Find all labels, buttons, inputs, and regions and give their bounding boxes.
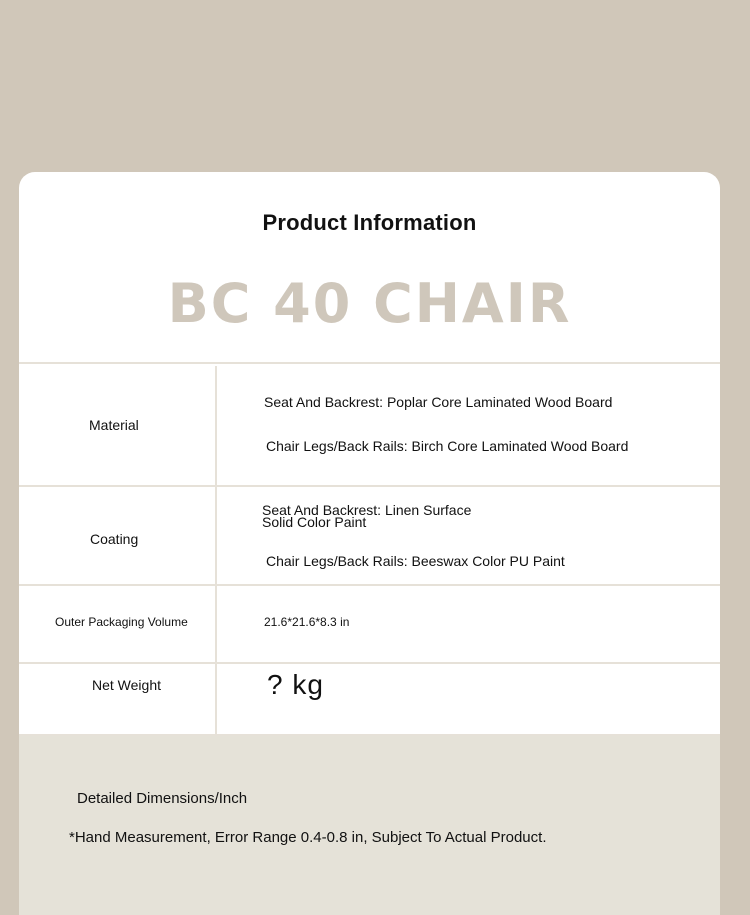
spec-label-coating: Coating <box>90 531 139 547</box>
dimensions-section <box>19 736 720 915</box>
spec-value-coating-1: Seat And Backrest: Linen Surface <box>262 502 472 518</box>
spec-value-packaging-volume: 21.6*21.6*8.3 in <box>264 615 350 629</box>
measurement-note: *Hand Measurement, Error Range 0.4-0.8 in, Subject To Actual Product. <box>69 829 547 846</box>
spec-value-material-1: Seat And Backrest: Poplar Core Laminated Wood Board <box>264 394 613 410</box>
spec-value-coating-2: Solid Color Paint <box>262 514 367 530</box>
table-column-divider <box>215 366 217 736</box>
dimensions-title: Detailed Dimensions/Inch <box>77 790 248 807</box>
table-divider <box>19 584 720 586</box>
table-divider-top <box>19 362 720 364</box>
spec-label-material: Material <box>89 417 139 433</box>
spec-value-net-weight: ? kg <box>267 669 324 700</box>
table-divider <box>19 485 720 487</box>
spec-label-packaging-volume: Outer Packaging Volume <box>55 615 188 629</box>
product-info-card <box>19 172 720 915</box>
spec-value-coating-3: Chair Legs/Back Rails: Beeswax Color PU Paint <box>266 553 565 569</box>
spec-label-net-weight: Net Weight <box>92 677 161 693</box>
spec-value-material-2: Chair Legs/Back Rails: Birch Core Laminated Wood Board <box>266 438 629 454</box>
page-title: Product Information <box>262 210 477 235</box>
brand-name: BC 40 CHAIR <box>167 272 572 335</box>
table-divider <box>19 662 720 664</box>
